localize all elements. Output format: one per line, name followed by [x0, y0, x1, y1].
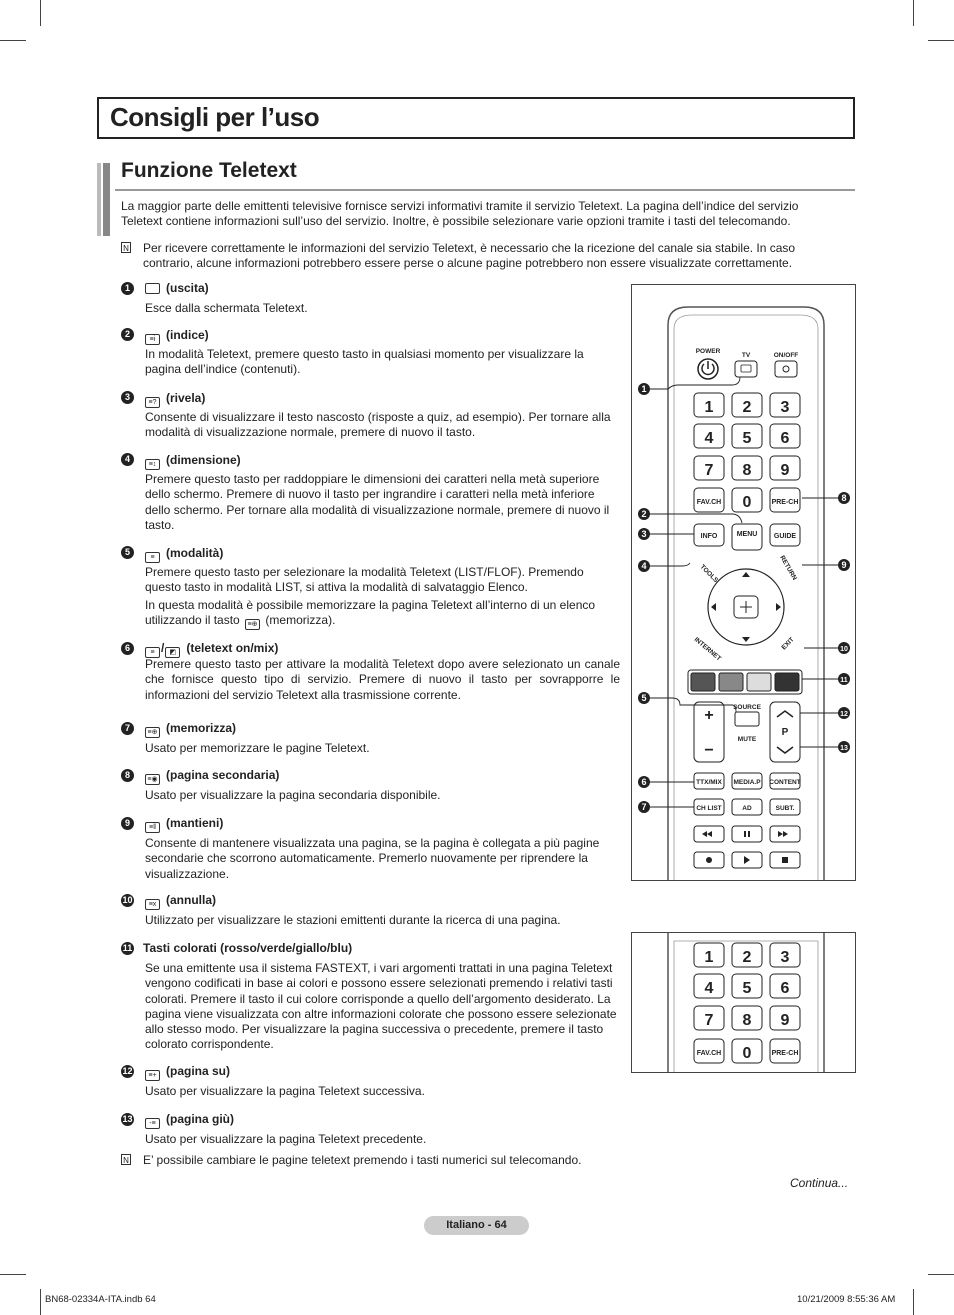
cancel-key-icon: ≡x [145, 899, 160, 910]
svg-text:8: 8 [841, 493, 847, 503]
item-label: (teletext on/mix) [186, 641, 279, 655]
index-key-icon: ≡i [145, 334, 160, 345]
item-label: Tasti colorati (rosso/verde/giallo/blu) [143, 941, 353, 955]
green-key [719, 673, 743, 691]
crop-mark [928, 40, 954, 41]
svg-text:TTX/MIX: TTX/MIX [696, 779, 722, 786]
item-label: (rivela) [166, 391, 206, 405]
remote-control-diagram [632, 285, 856, 881]
item-header [145, 768, 279, 785]
item-label: (dimensione) [166, 453, 241, 467]
svg-text:CONTENT: CONTENT [769, 779, 801, 786]
item-number: 3 [121, 391, 134, 404]
remote-control-illustration [631, 284, 856, 881]
note-text: Per ricevere correttamente le informazioni del servizio Teletext, è necessario che la ricezione del canale sia stabile. In caso contrario, alcune informazioni potrebbero essere perse o alcune pagine potrebbero non essere visualizzate correttamente. [143, 241, 796, 271]
item-header [145, 721, 236, 738]
mix-key-icon: ◩ [165, 647, 180, 658]
svg-text:0: 0 [742, 1045, 752, 1062]
section-underline [115, 189, 855, 191]
note-block [121, 241, 821, 273]
page-number-badge: Italiano - 64 [424, 1216, 529, 1235]
item-label: (pagina secondaria) [166, 768, 280, 782]
svg-text:TOOLS: TOOLS [698, 563, 720, 585]
store-key-icon: ≡⊕ [245, 619, 260, 630]
svg-text:6: 6 [780, 430, 790, 447]
svg-text:6: 6 [780, 980, 790, 997]
svg-text:PRE-CH: PRE-CH [771, 499, 799, 506]
item-number: 2 [121, 328, 134, 341]
svg-text:CH LIST: CH LIST [696, 805, 722, 812]
teletext-key-icon: ≡ [145, 647, 160, 658]
item-description: Usato per visualizzare la pagina Teletext successiva. [145, 1084, 425, 1098]
svg-text:4: 4 [704, 430, 714, 447]
svg-text:2: 2 [641, 509, 647, 519]
page-up-key-icon: ≡+ [145, 1070, 160, 1081]
item-header [143, 941, 352, 956]
svg-text:2: 2 [742, 399, 752, 416]
source-button [735, 712, 759, 726]
svg-text:FAV.CH: FAV.CH [696, 499, 722, 506]
svg-text:SOURCE: SOURCE [733, 704, 761, 711]
item-description-text: In questa modalità è possibile memorizzare la pagina Teletext all’interno di un elenco utilizzando il tasto [145, 598, 596, 628]
item-description: Usato per visualizzare la pagina secondaria disponibile. [145, 788, 441, 802]
svg-text:−: − [704, 742, 714, 759]
onoff-button [775, 361, 797, 377]
item-number: 11 [122, 943, 133, 953]
pause-button [732, 826, 762, 842]
item-label: (memorizza) [166, 721, 237, 735]
svg-text:3: 3 [641, 529, 647, 539]
svg-text:INTERNET: INTERNET [692, 636, 723, 663]
svg-text:2: 2 [742, 949, 752, 966]
item-description: Premere questo tasto per selezionare la modalità Teletext (LIST/FLOF). Premendo questo tasto in modalità LIST, si attiva la modalità di salvataggio Elenco. [145, 565, 584, 595]
item-header [145, 1112, 234, 1129]
svg-text:11: 11 [840, 677, 848, 684]
svg-text:4: 4 [641, 561, 647, 571]
svg-text:EXIT: EXIT [780, 636, 796, 652]
note-text: E’ possibile cambiare le pagine teletext premendo i tasti numerici sul telecomando. [143, 1153, 582, 1167]
svg-text:0: 0 [742, 494, 752, 511]
item-description: Consente di visualizzare il testo nascosto (risposte a quiz, ad esempio). Per tornare alla modalità di visualizzazione normale, premere di nuovo il tasto. [145, 410, 611, 440]
exit-key-icon [145, 283, 160, 294]
svg-text:4: 4 [704, 980, 714, 997]
tv-label: TV [741, 352, 751, 359]
crop-mark [913, 1289, 914, 1315]
svg-text:RETURN: RETURN [778, 554, 798, 582]
item-number: 1 [121, 282, 134, 295]
svg-text:5: 5 [742, 430, 752, 447]
subpage-key-icon: ≡◉ [145, 774, 160, 785]
item-label: (pagina giù) [166, 1112, 234, 1126]
item-description-text: (memorizza). [265, 613, 336, 628]
remote-keypad-diagram [632, 933, 856, 1073]
svg-text:5: 5 [742, 980, 752, 997]
red-key [691, 673, 715, 691]
svg-text:1: 1 [641, 384, 647, 394]
svg-text:1: 1 [704, 949, 714, 966]
item-description: Premere questo tasto per attivare la modalità Teletext dopo avere selezionato un canale che fornisce questo tipo di servizio. Premere di nuovo il tasto per sovrapporre le informazioni del servizio Teletext alla trasmissione corrente. [145, 657, 620, 702]
svg-text:MUTE: MUTE [737, 736, 757, 743]
svg-text:FAV.CH: FAV.CH [696, 1050, 722, 1057]
note-icon: N [121, 242, 131, 253]
svg-text:P: P [781, 727, 789, 738]
svg-text:SUBT.: SUBT. [775, 805, 795, 812]
item-description: In modalità Teletext, premere questo tasto in qualsiasi momento per visualizzare la pagina dell’indice (contenuti). [145, 347, 584, 377]
item-description: Se una emittente usa il sistema FASTEXT, i vari argomenti trattati in una pagina Teletext vengono codificati in base ai colori e possono essere selezionati premendo i relativi tasti colorati. Premere il tasto il cui colore corrisponde a quello dell’argomento desiderato. La pagina viene visualizzata con altre informazioni colorate che possono essere selezionate allo stesso modo. Per visualizzare la pagina successiva o precedente, premere il tasto colorato corrispondente. [145, 961, 617, 1052]
item-header [145, 453, 241, 470]
item-number: 6 [121, 642, 134, 655]
digit-keypad [694, 393, 800, 480]
item-number: 4 [121, 453, 134, 466]
svg-text:1: 1 [704, 399, 714, 416]
item-label: (indice) [166, 328, 209, 342]
item-description-extra [145, 598, 620, 630]
item-label: (annulla) [166, 893, 216, 907]
section-title: Funzione Teletext [121, 159, 297, 182]
item-label: (modalità) [166, 546, 224, 560]
svg-text:9: 9 [780, 462, 790, 479]
svg-text:3: 3 [780, 949, 790, 966]
svg-text:+: + [704, 707, 714, 724]
item-header [145, 893, 216, 910]
mode-key-icon: ≡ [145, 552, 160, 563]
item-header [145, 328, 209, 345]
item-number: 7 [121, 722, 134, 735]
item-description: Esce dalla schermata Teletext. [145, 301, 308, 315]
store-key-icon: ≡⊕ [145, 727, 160, 738]
svg-text:12: 12 [840, 711, 848, 718]
item-label: (pagina su) [166, 1064, 231, 1078]
svg-text:7: 7 [704, 462, 714, 479]
svg-text:10: 10 [840, 646, 848, 653]
size-key-icon: ≡↕ [145, 459, 160, 470]
yellow-key [747, 673, 771, 691]
svg-text:MEDIA.P: MEDIA.P [733, 779, 761, 786]
crop-mark [40, 1289, 41, 1315]
svg-text:8: 8 [742, 1012, 752, 1029]
item-label: (mantieni) [166, 816, 224, 830]
item-number: 13 [122, 1114, 133, 1124]
item-number: 12 [122, 1066, 133, 1076]
blue-key [775, 673, 799, 691]
footer-file-label: BN68-02334A-ITA.indb 64 [45, 1294, 156, 1305]
svg-text:9: 9 [841, 560, 847, 570]
item-label: (uscita) [166, 281, 209, 295]
item-number: 10 [122, 895, 133, 905]
svg-text:7: 7 [704, 1012, 714, 1029]
svg-text:3: 3 [780, 399, 790, 416]
page-title: Consigli per l’uso [110, 102, 320, 132]
svg-text:7: 7 [641, 802, 647, 812]
crop-mark [0, 1274, 26, 1275]
continue-label: Continua... [790, 1176, 849, 1190]
item-header [145, 546, 223, 563]
crop-mark [913, 0, 914, 26]
crop-mark [928, 1274, 954, 1275]
svg-text:GUIDE: GUIDE [773, 533, 797, 540]
note-icon: N [121, 1154, 131, 1165]
item-header [145, 1064, 230, 1081]
svg-text:5: 5 [641, 693, 647, 703]
svg-text:6: 6 [641, 777, 647, 787]
tv-button [735, 361, 757, 377]
item-description: Consente di mantenere visualizzata una pagina, se la pagina è collegata a più pagine secondarie che scorrono automaticamente. Premerlo nuovamente per riprendere la visualizzazione. [145, 836, 600, 881]
crop-mark [40, 0, 41, 26]
section-bar [103, 163, 110, 236]
page-down-key-icon: -≡ [145, 1118, 160, 1129]
item-description: Premere questo tasto per raddoppiare le dimensioni dei caratteri nella metà superiore dello schermo. Premere di nuovo il tasto per ingrandire i caratteri nella metà inferiore dello schermo. Per tornare alla modalità di visualizzazione normale, premere di nuovo il tasto. [145, 472, 610, 532]
svg-text:AD: AD [742, 805, 752, 812]
item-description: Usato per memorizzare le pagine Teletext. [145, 741, 370, 755]
intro-paragraph: La maggior parte delle emittenti televisive fornisce servizi informativi tramite il servizio Teletext. La pagina dell’indice del servizio Teletext contiene informazioni sull’uso del servizio. Inoltre, è possibile selezionare varie opzioni tramite i tasti del telecomando. [121, 199, 799, 229]
item-number: 8 [121, 769, 134, 782]
item-header: ≡ / ◩ (teletext on/mix) [145, 641, 278, 658]
note-block [121, 1153, 821, 1169]
page-title-box [97, 97, 855, 139]
svg-text:MENU: MENU [736, 531, 758, 538]
section-bar [97, 163, 101, 236]
svg-text:13: 13 [840, 745, 848, 752]
reveal-key-icon: ≡? [145, 397, 160, 408]
power-label: POWER [695, 348, 721, 355]
remote-keypad-illustration [631, 932, 856, 1073]
item-header [145, 281, 209, 296]
item-number: 5 [121, 546, 134, 559]
item-header [145, 391, 205, 408]
item-number: 9 [121, 817, 134, 830]
crop-mark [0, 40, 26, 41]
hold-key-icon: ≡‖ [145, 822, 160, 833]
item-description: Usato per visualizzare la pagina Teletext precedente. [145, 1132, 427, 1146]
item-header [145, 816, 223, 833]
onoff-label: ON/OFF [773, 352, 799, 359]
footer-timestamp: 10/21/2009 8:55:36 AM [797, 1294, 896, 1305]
svg-text:INFO: INFO [700, 533, 718, 540]
item-description: Utilizzato per visualizzare le stazioni emittenti durante la ricerca di una pagina. [145, 913, 561, 927]
svg-text:8: 8 [742, 462, 752, 479]
svg-text:PRE-CH: PRE-CH [771, 1050, 799, 1057]
svg-text:9: 9 [780, 1012, 790, 1029]
